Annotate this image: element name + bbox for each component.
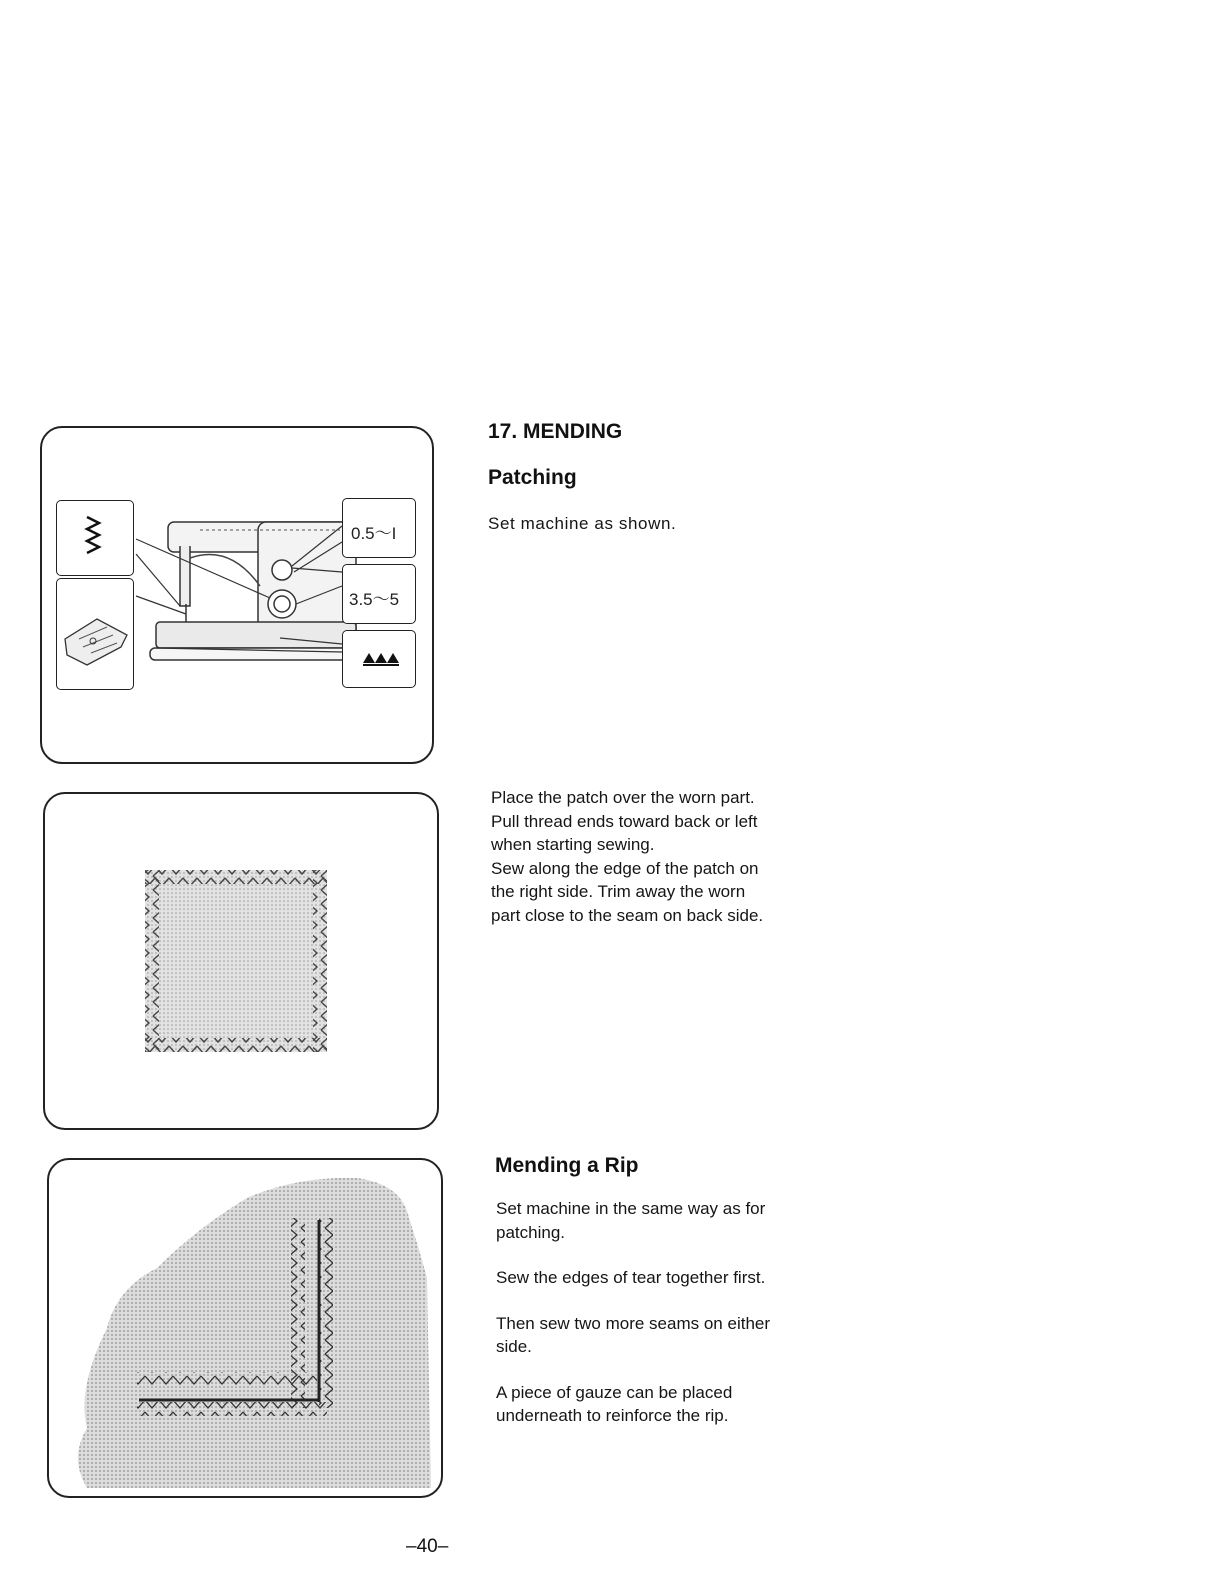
stitch-length-box [342,564,416,624]
presser-foot-box [56,578,134,690]
patch-fabric-icon [145,870,327,1052]
section-heading: 17. MENDING [488,420,623,443]
stitch-width-value: 0.5～I [351,524,397,543]
rip-paragraph: A piece of gauze can be placed underneath to reinforce the rip. [496,1382,733,1425]
zigzag-stitch-icon [57,501,135,577]
patching-step-line: Place the patch over the worn part. [491,788,755,807]
patching-step-line: when starting sewing. [491,835,655,854]
rip-title: Mending a Rip [495,1154,639,1177]
rip-instructions [496,1197,816,1428]
rip-paragraph: Sew the edges of tear together first. [496,1268,766,1287]
feed-dog-up-icon [343,631,417,689]
stitch-pattern-box [56,500,134,576]
patching-step-line: part close to the seam on back side. [491,905,764,925]
feed-dog-box [342,630,416,688]
stitch-length-value: 3.5～5 [349,590,400,609]
ripped-fabric-icon [78,1178,431,1488]
rip-illustration [47,1158,443,1498]
rip-paragraph: Set machine in the same way as for patching. [496,1199,766,1242]
stitch-width-box [342,498,416,558]
page-number: –40– [406,1536,449,1557]
rip-paragraph: Then sew two more seams on either side. [496,1313,771,1356]
machine-settings-illustration [40,426,434,764]
patching-setup-text: Set machine as shown. [488,514,677,533]
patching-step-line: Sew along the edge of the patch on [491,858,759,878]
patching-step-line: the right side. Trim away the worn [491,882,746,901]
patching-step-line: Pull thread ends toward back or left [491,811,758,831]
patching-steps [491,786,811,927]
patch-illustration [43,792,439,1130]
presser-foot-icon [57,579,135,691]
patching-title: Patching [488,466,577,489]
